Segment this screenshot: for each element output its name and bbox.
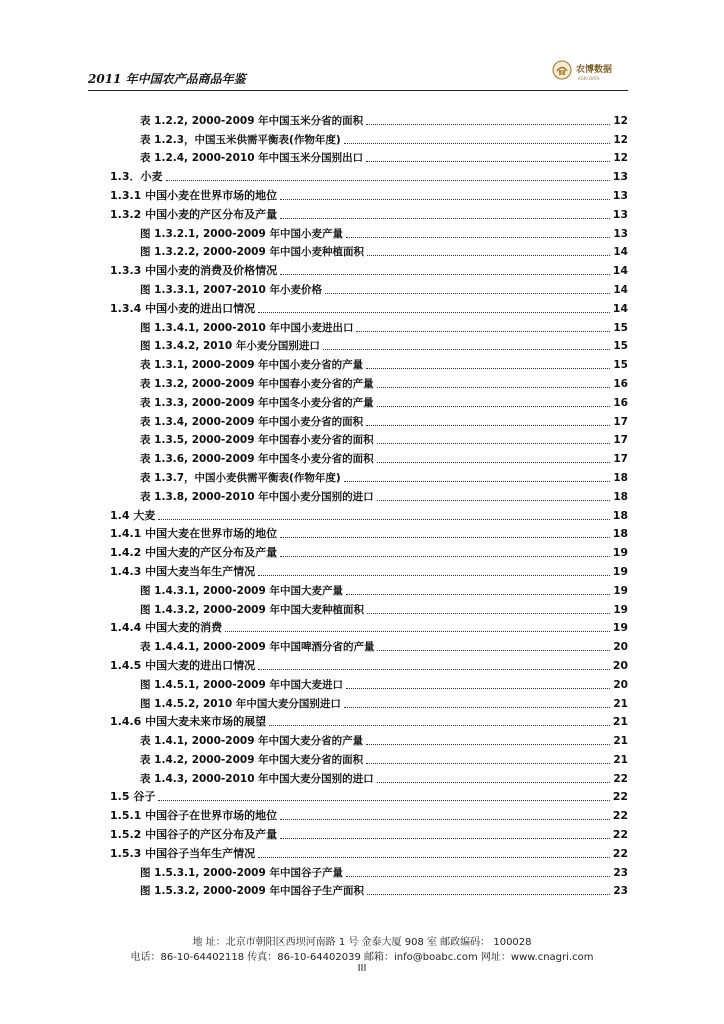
toc-entry-title: 1.4.5 中国大麦的进出口情况 — [110, 658, 256, 672]
toc-entry-page: 14 — [613, 246, 628, 259]
toc-entry-page: 19 — [612, 564, 628, 578]
toc-entry-page: 12 — [613, 133, 628, 146]
toc-entry-title: 表 1.4.4.1, 2000-2009 年中国啤酒分省的产量 — [140, 641, 375, 654]
toc-entry-page: 21 — [613, 753, 628, 766]
toc-entry-page: 12 — [613, 152, 628, 165]
publisher-logo — [552, 56, 622, 88]
toc-entry[interactable] — [110, 579, 628, 598]
toc-entry-title: 1.4.3 中国大麦当年生产情况 — [110, 564, 256, 578]
toc-entry[interactable] — [110, 523, 628, 542]
toc-entry-page: 16 — [613, 377, 628, 390]
toc-entry-title: 1.5 谷子 — [110, 790, 156, 804]
toc-dot-leader — [280, 838, 610, 839]
toc-dot-leader — [366, 124, 610, 125]
toc-entry-title: 图 1.3.4.1, 2000-2010 年中国小麦进出口 — [140, 321, 354, 334]
toc-entry-page: 14 — [612, 301, 628, 315]
toc-entry[interactable] — [110, 297, 628, 316]
toc-entry-title: 图 1.4.5.1, 2000-2009 年中国大麦进口 — [140, 678, 343, 691]
toc-entry-title: 表 1.3.2, 2000-2009 年中国春小麦分省的产量 — [140, 377, 374, 390]
toc-dot-leader — [158, 519, 609, 520]
logo-subtext: AGRI DATA — [578, 76, 600, 81]
toc-dot-leader — [377, 443, 611, 444]
toc-entry-page: 19 — [613, 603, 628, 616]
toc-dot-leader — [367, 613, 610, 614]
toc-entry-page: 23 — [613, 866, 628, 879]
toc-entry[interactable] — [110, 316, 628, 335]
toc-entry-page: 21 — [612, 715, 628, 729]
toc-dot-leader — [280, 218, 610, 219]
toc-entry-page: 13 — [612, 188, 628, 202]
toc-dot-leader — [377, 406, 611, 407]
toc-entry-page: 19 — [612, 546, 628, 560]
toc-entry-title: 表 1.3.4, 2000-2009 年中国小麦分省的面积 — [140, 415, 364, 428]
toc-dot-leader — [377, 462, 611, 463]
toc-dot-leader — [366, 744, 610, 745]
toc-entry-page: 19 — [612, 621, 628, 635]
toc-dot-leader — [377, 650, 610, 651]
toc-entry-title: 图 1.3.3.1, 2007-2010 年小麦价格 — [140, 283, 322, 296]
toc-entry[interactable] — [110, 372, 628, 391]
toc-entry-title: 图 1.4.5.2, 2010 年中国大麦分国别进口 — [140, 697, 341, 710]
toc-entry-title: 表 1.3.8, 2000-2010 年中国小麦分国别的进口 — [140, 490, 374, 503]
toc-entry-page: 17 — [613, 415, 628, 428]
toc-dot-leader — [280, 537, 610, 538]
toc-entry-page: 18 — [613, 490, 628, 503]
toc-entry-title: 1.3.2 中国小麦的产区分布及产量 — [110, 207, 278, 221]
footer-contact: 电话：86-10-64402118 传真：86-10-64402039 邮箱：info@boabc.com 网址：www.cnagri.com — [130, 952, 594, 963]
toc-dot-leader — [346, 876, 610, 877]
toc-entry[interactable] — [110, 541, 628, 560]
toc-entry[interactable] — [110, 485, 628, 504]
toc-dot-leader — [344, 707, 611, 708]
toc-entry-page: 14 — [612, 264, 628, 278]
toc-entry-page: 18 — [613, 471, 628, 484]
toc-entry-title: 图 1.3.4.2, 2010 年小麦分国别进口 — [140, 340, 320, 353]
toc-entry-page: 13 — [612, 207, 628, 221]
toc-dot-leader — [344, 143, 611, 144]
toc-entry[interactable] — [110, 165, 628, 184]
toc-dot-leader — [346, 688, 610, 689]
toc-dot-leader — [280, 274, 610, 275]
toc-entry[interactable] — [110, 729, 628, 748]
toc-entry-page: 18 — [612, 508, 628, 522]
toc-entry-page: 22 — [612, 809, 628, 823]
toc-entry-page: 16 — [613, 396, 628, 409]
logo-text: 农博数据 — [576, 65, 613, 75]
toc-entry-page: 12 — [613, 114, 628, 127]
toc-entry-page: 20 — [612, 658, 628, 672]
toc-dot-leader — [377, 500, 611, 501]
toc-entry-page: 15 — [613, 359, 628, 372]
toc-entry[interactable] — [110, 880, 628, 899]
toc-entry-page: 13 — [612, 170, 628, 184]
toc-entry-title: 1.3.1 中国小麦在世界市场的地位 — [110, 188, 278, 202]
toc-entry[interactable] — [110, 259, 628, 278]
toc-entry-title: 1.3.4 中国小麦的进出口情况 — [110, 301, 256, 315]
toc-dot-leader — [258, 312, 610, 313]
toc-entry[interactable] — [110, 842, 628, 861]
toc-entry-page: 23 — [613, 885, 628, 898]
toc-entry-page: 20 — [613, 641, 628, 654]
toc-entry-title: 表 1.3.5, 2000-2009 年中国春小麦分省的面积 — [140, 434, 374, 447]
toc-dot-leader — [366, 161, 610, 162]
logo-mark-icon — [552, 60, 572, 80]
toc-dot-leader — [377, 782, 611, 783]
toc-entry-title: 表 1.3.6, 2000-2009 年中国冬小麦分省的面积 — [140, 453, 374, 466]
toc-entry-title: 图 1.3.2.2, 2000-2009 年中国小麦种植面积 — [140, 246, 364, 259]
toc-entry-title: 1.4.1 中国大麦在世界市场的地位 — [110, 527, 278, 541]
toc-entry-title: 1.4.6 中国大麦未来市场的展望 — [110, 715, 267, 729]
toc-entry-page: 21 — [613, 735, 628, 748]
toc-entry-title: 图 1.5.3.2, 2000-2009 年中国谷子生产面积 — [140, 885, 364, 898]
toc-entry[interactable] — [110, 429, 628, 448]
toc-entry-title: 图 1.4.3.1, 2000-2009 年中国大麦产量 — [140, 584, 343, 597]
toc-dot-leader — [323, 349, 611, 350]
toc-entry[interactable] — [110, 560, 628, 579]
toc-entry-page: 13 — [613, 227, 628, 240]
toc-entry-title: 1.4.4 中国大麦的消费 — [110, 621, 223, 635]
toc-entry[interactable] — [110, 804, 628, 823]
toc-entry[interactable] — [110, 222, 628, 241]
toc-entry-page: 21 — [613, 697, 628, 710]
toc-entry[interactable] — [110, 692, 628, 711]
toc-entry[interactable] — [110, 109, 628, 128]
toc-entry-title: 1.3.3 中国小麦的消费及价格情况 — [110, 264, 278, 278]
toc-entry[interactable] — [110, 184, 628, 203]
toc-dot-leader — [344, 481, 611, 482]
page-number: III — [357, 963, 367, 974]
toc-dot-leader — [366, 763, 610, 764]
header-title: 2011 年中国农产品商品年鉴 — [88, 72, 246, 86]
toc-entry-page: 15 — [613, 340, 628, 353]
toc-dot-leader — [280, 819, 610, 820]
toc-entry[interactable] — [110, 767, 628, 786]
toc-entry-page: 20 — [613, 678, 628, 691]
toc-dot-leader — [158, 800, 609, 801]
toc-entry[interactable] — [110, 203, 628, 222]
toc-entry[interactable] — [110, 711, 628, 730]
toc-entry-title: 表 1.2.3，中国玉米供需平衡表(作物年度) — [140, 133, 341, 146]
toc-entry[interactable] — [110, 786, 628, 805]
toc-entry-page: 22 — [612, 846, 628, 860]
toc-entry[interactable] — [110, 504, 628, 523]
toc-entry-page: 15 — [613, 321, 628, 334]
toc-entry-page: 22 — [613, 772, 628, 785]
toc-entry-title: 1.4.2 中国大麦的产区分布及产量 — [110, 546, 278, 560]
toc-dot-leader — [367, 255, 610, 256]
toc-entry-page: 19 — [613, 584, 628, 597]
toc-entry[interactable] — [110, 748, 628, 767]
toc-dot-leader — [225, 631, 610, 632]
toc-entry[interactable] — [110, 447, 628, 466]
toc-entry[interactable] — [110, 617, 628, 636]
toc-dot-leader — [258, 857, 610, 858]
toc-entry[interactable] — [110, 410, 628, 429]
toc-dot-leader — [346, 594, 610, 595]
toc-entry-page: 22 — [612, 828, 628, 842]
toc-dot-leader — [280, 556, 610, 557]
toc-entry-title: 图 1.3.2.1, 2000-2009 年中国小麦产量 — [140, 227, 343, 240]
toc-entry-title: 1.3．小麦 — [110, 170, 163, 184]
toc-dot-leader — [366, 425, 610, 426]
toc-dot-leader — [325, 293, 610, 294]
toc-dot-leader — [258, 575, 610, 576]
toc-entry[interactable] — [110, 278, 628, 297]
toc-entry-title: 表 1.2.4, 2000-2010 年中国玉米分国别出口 — [140, 152, 364, 165]
toc-entry-title: 表 1.4.1, 2000-2009 年中国大麦分省的产量 — [140, 735, 364, 748]
toc-entry-title: 图 1.5.3.1, 2000-2009 年中国谷子产量 — [140, 866, 343, 879]
toc-entry[interactable] — [110, 673, 628, 692]
toc-entry-title: 1.5.1 中国谷子在世界市场的地位 — [110, 809, 278, 823]
toc-entry-title: 1.5.2 中国谷子的产区分布及产量 — [110, 828, 278, 842]
page-header — [88, 56, 628, 91]
toc-entry[interactable] — [110, 861, 628, 880]
toc-dot-leader — [258, 669, 610, 670]
toc-entry-page: 18 — [612, 527, 628, 541]
toc-entry[interactable] — [110, 635, 628, 654]
toc-dot-leader — [356, 331, 610, 332]
toc-dot-leader — [269, 725, 610, 726]
table-of-contents — [110, 109, 628, 898]
toc-dot-leader — [366, 368, 610, 369]
toc-entry-page: 14 — [613, 283, 628, 296]
toc-entry[interactable] — [110, 391, 628, 410]
toc-entry[interactable] — [110, 654, 628, 673]
toc-entry-title: 表 1.4.3, 2000-2010 年中国大麦分国别的进口 — [140, 772, 374, 785]
toc-entry-page: 17 — [613, 453, 628, 466]
toc-entry[interactable] — [110, 147, 628, 166]
toc-entry[interactable] — [110, 466, 628, 485]
toc-entry-title: 1.5.3 中国谷子当年生产情况 — [110, 846, 256, 860]
toc-entry-title: 表 1.3.3, 2000-2009 年中国冬小麦分省的产量 — [140, 396, 374, 409]
toc-dot-leader — [346, 237, 610, 238]
toc-entry-page: 22 — [612, 790, 628, 804]
footer-address: 地 址：北京市朝阳区西坝河南路 1 号 金泰大厦 908 室 邮政编码： 100028 — [192, 937, 532, 948]
toc-entry-title: 表 1.3.1, 2000-2009 年中国小麦分省的产量 — [140, 359, 364, 372]
toc-entry[interactable] — [110, 353, 628, 372]
toc-entry[interactable] — [110, 241, 628, 260]
toc-dot-leader — [166, 180, 610, 181]
toc-dot-leader — [367, 894, 610, 895]
toc-entry[interactable] — [110, 128, 628, 147]
toc-entry-title: 表 1.4.2, 2000-2009 年中国大麦分省的面积 — [140, 753, 364, 766]
toc-entry[interactable] — [110, 335, 628, 354]
toc-entry-title: 表 1.2.2, 2000-2009 年中国玉米分省的面积 — [140, 114, 364, 127]
toc-dot-leader — [280, 199, 610, 200]
toc-entry[interactable] — [110, 598, 628, 617]
toc-entry-page: 17 — [613, 434, 628, 447]
toc-entry-title: 1.4 大麦 — [110, 508, 156, 522]
toc-entry-title: 图 1.4.3.2, 2000-2009 年中国大麦种植面积 — [140, 603, 364, 616]
toc-entry-title: 表 1.3.7，中国小麦供需平衡表(作物年度) — [140, 471, 341, 484]
toc-entry[interactable] — [110, 823, 628, 842]
toc-dot-leader — [377, 387, 611, 388]
